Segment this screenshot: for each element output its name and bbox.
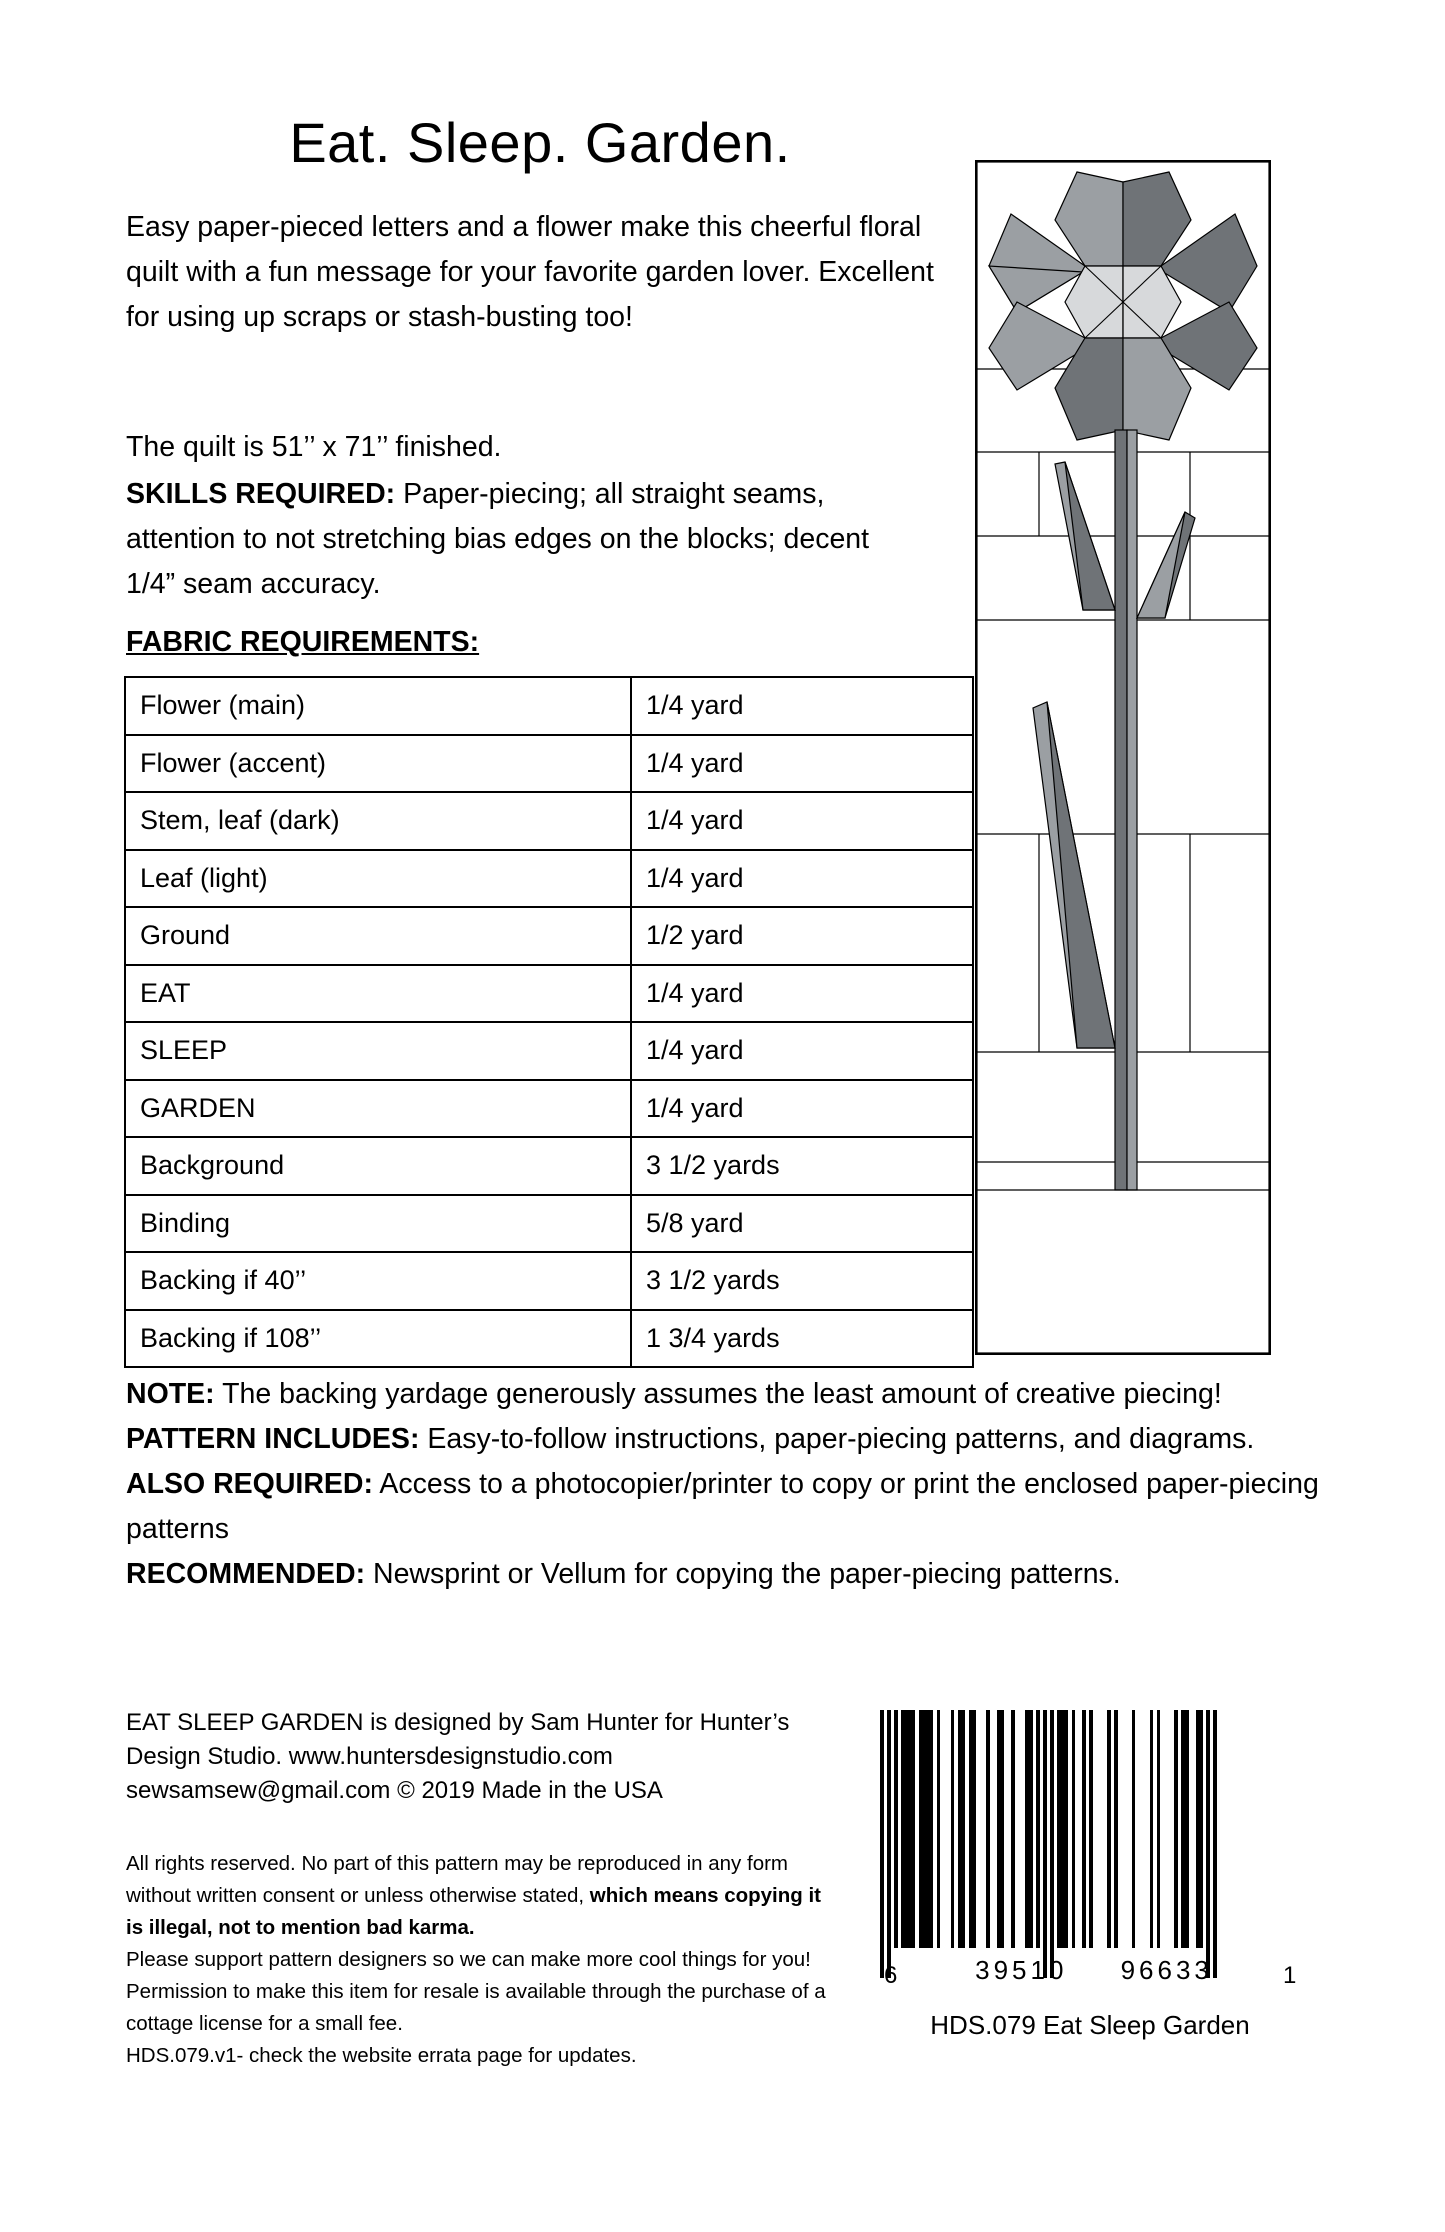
fabric-item: Background (125, 1137, 631, 1195)
also-required-text: Access to a photocopier/printer to copy or print the enclosed paper-piecing patterns (126, 1468, 1319, 1545)
barcode (880, 1710, 1300, 1978)
note-line (126, 1378, 1222, 1410)
barcode-group-1: 39510 (975, 1955, 1068, 1985)
note-label: NOTE: (126, 1378, 215, 1410)
fabric-item: Leaf (light) (125, 850, 631, 908)
fabric-item: Stem, leaf (dark) (125, 792, 631, 850)
fabric-requirements-heading: FABRIC REQUIREMENTS: (126, 626, 480, 658)
fabric-item: Flower (accent) (125, 735, 631, 793)
fabric-amount: 1/4 yard (631, 965, 973, 1023)
recommended-line (126, 1558, 1121, 1590)
fabric-item: Ground (125, 907, 631, 965)
recommended-text: Newsprint or Vellum for copying the paper-piecing patterns. (365, 1558, 1121, 1590)
page-title: Eat. Sleep. Garden. (289, 111, 791, 174)
fabric-item: GARDEN (125, 1080, 631, 1138)
table-row (125, 792, 973, 850)
legal-line-3: Permission to make this item for resale is available through the purchase of a cottage license for a small fee. (126, 1980, 826, 2035)
table-row (125, 677, 973, 735)
fabric-amount: 1/4 yard (631, 735, 973, 793)
table-row (125, 965, 973, 1023)
skills-required-text: Paper-piecing; all straight seams, attention to not stretching bias edges on the blocks; decent 1/4” seam accuracy. (126, 478, 870, 600)
recommended-label: RECOMMENDED: (126, 1558, 366, 1590)
quilt-diagram-svg (977, 162, 1269, 1353)
includes-label: PATTERN INCLUDES: (126, 1423, 420, 1455)
fabric-amount: 1/2 yard (631, 907, 973, 965)
table-row (125, 907, 973, 965)
skills-required-block (126, 472, 926, 607)
fabric-item: Backing if 108’’ (125, 1310, 631, 1368)
table-row (125, 1310, 973, 1368)
fabric-amount: 1 3/4 yards (631, 1310, 973, 1368)
table-row (125, 850, 973, 908)
barcode-caption: HDS.079 Eat Sleep Garden (930, 2010, 1250, 2040)
fabric-amount: 1/4 yard (631, 792, 973, 850)
legal-line-4: HDS.079.v1- check the website errata page for updates. (126, 2044, 637, 2067)
includes-line (126, 1423, 1254, 1455)
also-required-label: ALSO REQUIRED: (126, 1468, 374, 1500)
note-text: The backing yardage generously assumes the least amount of creative piecing! (214, 1378, 1222, 1410)
also-required-line (126, 1468, 1319, 1545)
fabric-item: Binding (125, 1195, 631, 1253)
fabric-item: Flower (main) (125, 677, 631, 735)
intro-paragraph: Easy paper-pieced letters and a flower make this cheerful floral quilt with a fun message for your favorite garden lover. Excellent for using up scraps or stash-busting too! (126, 211, 934, 333)
designer-credits: EAT SLEEP GARDEN is designed by Sam Hunter for Hunter’s Design Studio. www.huntersdesignstudio.com sewsamsew@gmail.com © 2019 Made in the USA (126, 1709, 790, 1804)
includes-text: Easy-to-follow instructions, paper-piecing patterns, and diagrams. (419, 1423, 1255, 1455)
legal-line-1: All rights reserved. No part of this pattern may be reproduced in any form without written consent or unless otherwise stated, (126, 1852, 789, 1907)
fabric-amount: 3 1/2 yards (631, 1252, 973, 1310)
fabric-item: EAT (125, 965, 631, 1023)
barcode-bars (880, 1710, 1300, 1978)
quilt-size-text: The quilt is 51’’ x 71’’ finished. (126, 431, 502, 463)
notes-block (126, 1372, 1326, 1597)
table-row (125, 1195, 973, 1253)
fabric-amount: 3 1/2 yards (631, 1137, 973, 1195)
legal-notice (126, 1848, 826, 2072)
table-row (125, 1080, 973, 1138)
barcode-left-digit: 6 (884, 1962, 898, 1989)
barcode-group-2: 96633 (1120, 1955, 1213, 1985)
table-row (125, 1252, 973, 1310)
fabric-amount: 1/4 yard (631, 850, 973, 908)
table-row (125, 1022, 973, 1080)
barcode-number (880, 1955, 1300, 1986)
quilt-illustration (975, 160, 1271, 1355)
table-row (125, 1137, 973, 1195)
fabric-amount: 1/4 yard (631, 1022, 973, 1080)
skills-required-label: SKILLS REQUIRED: (126, 478, 396, 510)
fabric-amount: 1/4 yard (631, 677, 973, 735)
legal-line-2: Please support pattern designers so we can make more cool things for you! (126, 1948, 811, 1971)
table-row (125, 735, 973, 793)
barcode-bar (1213, 1710, 1217, 1978)
fabric-item: Backing if 40’’ (125, 1252, 631, 1310)
legal-line-1-bold: which means copying it is illegal, not to mention bad karma. (126, 1884, 822, 1939)
fabric-amount: 5/8 yard (631, 1195, 973, 1253)
barcode-right-digit: 1 (1283, 1962, 1297, 1989)
fabric-requirements-table (124, 676, 974, 1368)
fabric-amount: 1/4 yard (631, 1080, 973, 1138)
barcode-bar-group (880, 1710, 1217, 1978)
fabric-item: SLEEP (125, 1022, 631, 1080)
